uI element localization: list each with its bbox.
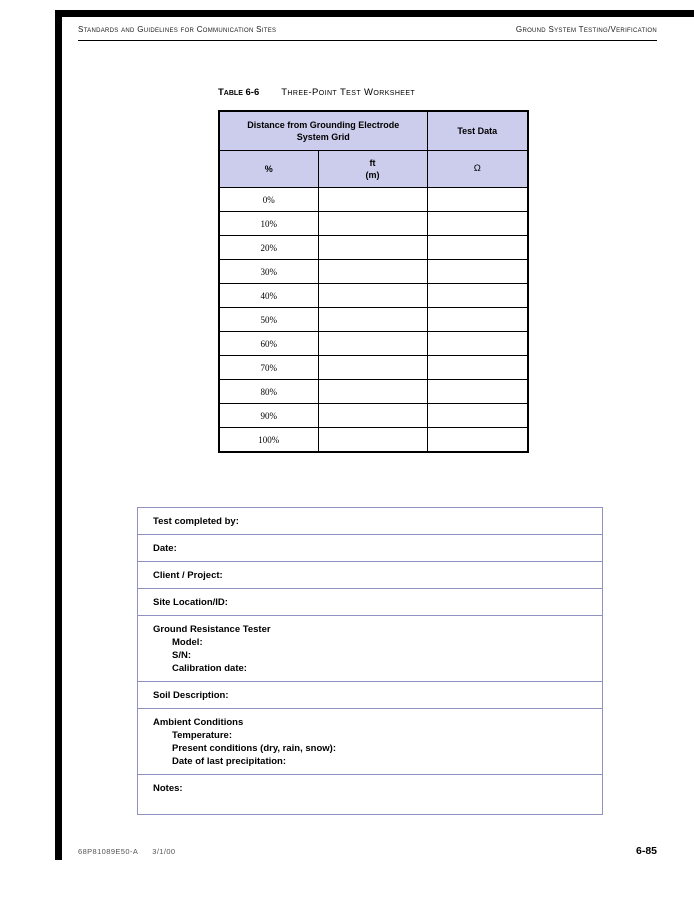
- ft-cell: [318, 308, 427, 332]
- ft-cell: [318, 404, 427, 428]
- footer-doc-info: [78, 847, 176, 856]
- percent-cell: 10%: [219, 212, 318, 236]
- table-caption-label: Table 6-6: [218, 87, 260, 98]
- form-row-site-location-id: [138, 588, 602, 615]
- scan-edge-top: [55, 10, 694, 17]
- form-row-ambient-conditions: [138, 708, 602, 774]
- table-group-header-row: [219, 111, 528, 151]
- form-field-label: Soil Description:: [153, 690, 229, 701]
- form-field-label: Test completed by:: [153, 516, 239, 527]
- form-subfield-serial-number: S/N:: [172, 650, 191, 661]
- table-caption-title: Three-Point Test Worksheet: [281, 87, 416, 98]
- col-group-test-data: Test Data: [427, 111, 528, 151]
- ohm-cell: [427, 236, 528, 260]
- form-field-label: Notes:: [153, 783, 183, 794]
- form-row-notes: [138, 774, 602, 820]
- col-group-distance-line1: Distance from Grounding Electrode: [247, 120, 400, 130]
- percent-cell: 50%: [219, 308, 318, 332]
- col-header-ft-m: [318, 151, 427, 188]
- table-row: [219, 428, 528, 453]
- ohm-cell: [427, 404, 528, 428]
- table-row: [219, 236, 528, 260]
- col-header-percent: %: [219, 151, 318, 188]
- form-row-client-project: [138, 561, 602, 588]
- worksheet-form: [137, 507, 603, 815]
- table-row: [219, 332, 528, 356]
- ft-cell: [318, 332, 427, 356]
- col-header-m: (m): [365, 170, 380, 180]
- table-row: [219, 188, 528, 212]
- ohm-cell: [427, 260, 528, 284]
- col-group-distance: [219, 111, 427, 151]
- table-row: [219, 404, 528, 428]
- three-point-test-table: [218, 110, 529, 453]
- table-row: [219, 308, 528, 332]
- percent-cell: 20%: [219, 236, 318, 260]
- ohm-cell: [427, 308, 528, 332]
- ft-cell: [318, 428, 427, 453]
- header-rule: [78, 40, 657, 41]
- footer-doc-number: 68P81089E50-A: [78, 847, 139, 856]
- ft-cell: [318, 356, 427, 380]
- form-field-label: Ground Resistance Tester: [153, 624, 271, 635]
- ft-cell: [318, 260, 427, 284]
- form-subfield-temperature: Temperature:: [172, 730, 233, 741]
- percent-cell: 70%: [219, 356, 318, 380]
- page-header: [78, 25, 657, 34]
- ohm-cell: [427, 188, 528, 212]
- percent-cell: 90%: [219, 404, 318, 428]
- form-field-label: Ambient Conditions: [153, 717, 244, 728]
- col-header-ft: ft: [369, 158, 376, 168]
- ft-cell: [318, 284, 427, 308]
- table-row: [219, 380, 528, 404]
- col-header-ohm: Ω: [427, 151, 528, 188]
- ohm-cell: [427, 332, 528, 356]
- form-row-test-completed-by: [138, 508, 602, 534]
- ohm-cell: [427, 212, 528, 236]
- footer-page-number: 6-85: [635, 845, 657, 857]
- table-row: [219, 212, 528, 236]
- footer-date: 3/1/00: [152, 847, 176, 856]
- form-row-ground-resistance-tester: [138, 615, 602, 681]
- percent-cell: 80%: [219, 380, 318, 404]
- header-left-title: Standards and Guidelines for Communication Sites: [78, 25, 277, 34]
- percent-cell: 60%: [219, 332, 318, 356]
- ft-cell: [318, 188, 427, 212]
- table-subheader-row: [219, 151, 528, 188]
- form-subfield-calibration-date: Calibration date:: [172, 663, 247, 674]
- table-row: [219, 356, 528, 380]
- ft-cell: [318, 212, 427, 236]
- header-right-title: Ground System Testing/Verification: [515, 25, 657, 34]
- col-group-distance-line2: System Grid: [296, 132, 350, 142]
- page-footer: [78, 845, 657, 857]
- table-row: [219, 284, 528, 308]
- form-row-date: [138, 534, 602, 561]
- percent-cell: 0%: [219, 188, 318, 212]
- form-row-soil-description: [138, 681, 602, 708]
- percent-cell: 100%: [219, 428, 318, 453]
- percent-cell: 30%: [219, 260, 318, 284]
- ohm-cell: [427, 380, 528, 404]
- ohm-cell: [427, 356, 528, 380]
- table-caption: [218, 87, 415, 98]
- ohm-cell: [427, 284, 528, 308]
- ohm-cell: [427, 428, 528, 453]
- form-subfield-model: Model:: [172, 637, 203, 648]
- table-row: [219, 260, 528, 284]
- ft-cell: [318, 380, 427, 404]
- scan-edge-left: [55, 10, 62, 860]
- form-field-label: Client / Project:: [153, 570, 223, 581]
- ft-cell: [318, 236, 427, 260]
- form-field-label: Date:: [153, 543, 177, 554]
- percent-cell: 40%: [219, 284, 318, 308]
- form-field-label: Site Location/ID:: [153, 597, 228, 608]
- form-subfield-last-precipitation: Date of last precipitation:: [172, 756, 287, 767]
- form-subfield-present-conditions: Present conditions (dry, rain, snow):: [172, 743, 336, 754]
